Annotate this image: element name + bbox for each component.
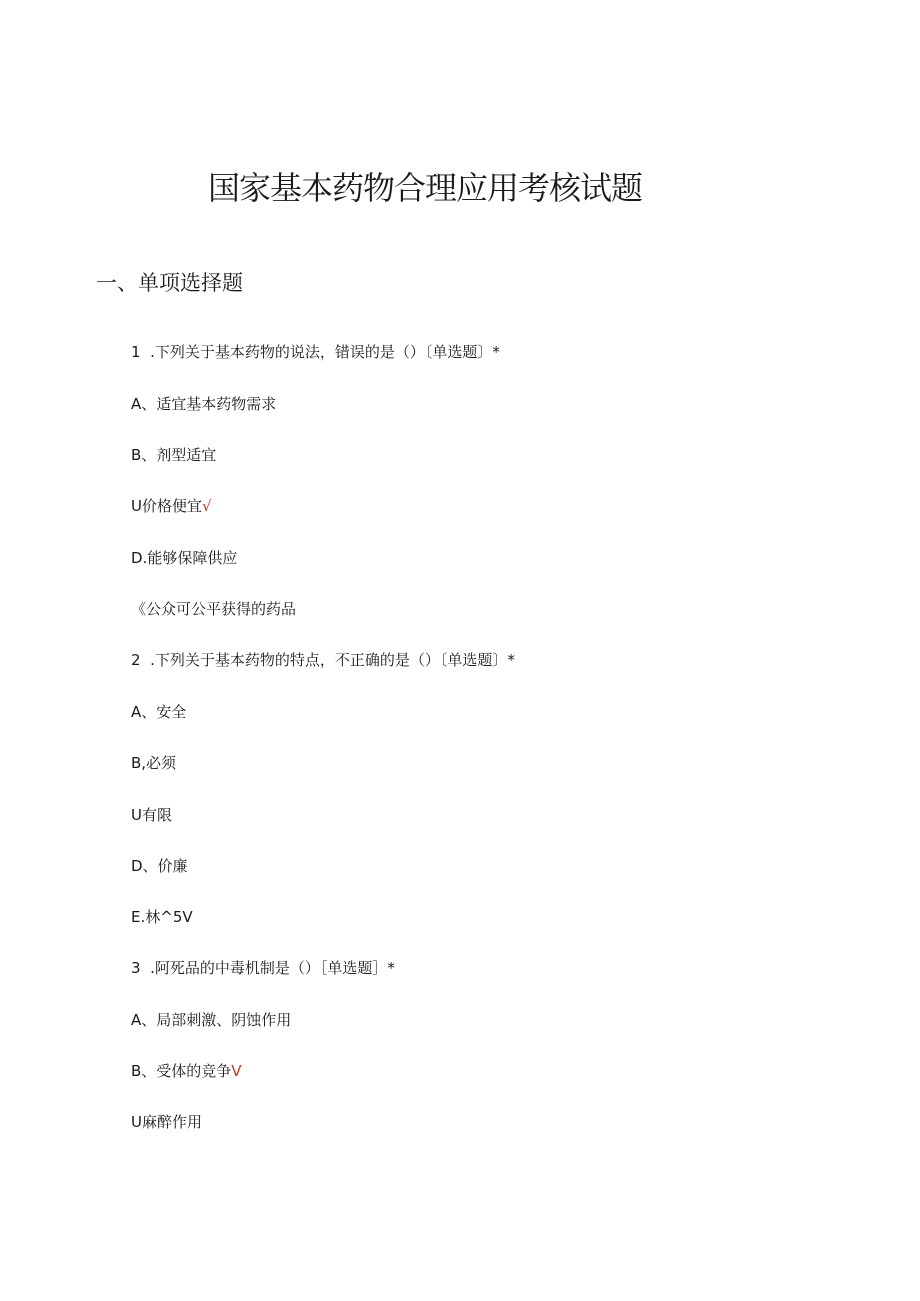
question-2-option-e: [131, 907, 193, 927]
question-3-stem: [131, 958, 395, 978]
line-text: D.能够保障供应: [131, 549, 238, 567]
question-1-option-c: [131, 496, 212, 516]
question-3-option-c: [131, 1112, 202, 1132]
line-text: B、剂型适宜: [131, 446, 217, 464]
question-1-option-e: [131, 599, 296, 619]
line-text: D、价廉: [131, 857, 188, 875]
question-2-option-a: [131, 702, 186, 722]
correct-mark: V: [231, 1062, 242, 1080]
question-2-option-b: [131, 753, 176, 773]
line-text: A、局部刺激、阴蚀作用: [131, 1011, 292, 1029]
question-1-option-a: [131, 394, 276, 414]
line-text: 《公众可公平获得的药品: [131, 600, 297, 618]
section-heading: 一、单项选择题: [96, 271, 243, 295]
line-text: 3 .阿死品的中毒机制是（）［单选题］*: [131, 959, 395, 977]
line-text: B、受体的竞争: [131, 1062, 232, 1080]
line-text: 2 .下列关于基本药物的特点，不正确的是（）〔单选题〕*: [131, 651, 515, 669]
line-text: B,必须: [131, 754, 177, 772]
question-1-stem: [131, 342, 500, 362]
line-text: 1 .下列关于基本药物的说法，错误的是（）〔单选题〕*: [131, 343, 500, 361]
line-text: U麻醉作用: [131, 1113, 202, 1131]
correct-mark: √: [201, 497, 212, 515]
document-title: 国家基本药物合理应用考核试题: [207, 169, 642, 207]
line-text: E.林^5V: [131, 908, 193, 926]
question-3-option-a: [131, 1010, 291, 1030]
line-text: U有限: [131, 806, 172, 824]
line-text: A、安全: [131, 703, 187, 721]
question-2-option-c: [131, 805, 172, 825]
question-1-option-d: [131, 548, 237, 568]
line-text: A、适宜基本药物需求: [131, 395, 277, 413]
question-1-option-b: [131, 445, 216, 465]
question-2-stem: [131, 650, 515, 670]
line-text: U价格便宜: [131, 497, 202, 515]
question-3-option-b: [131, 1061, 242, 1081]
question-2-option-d: [131, 856, 188, 876]
